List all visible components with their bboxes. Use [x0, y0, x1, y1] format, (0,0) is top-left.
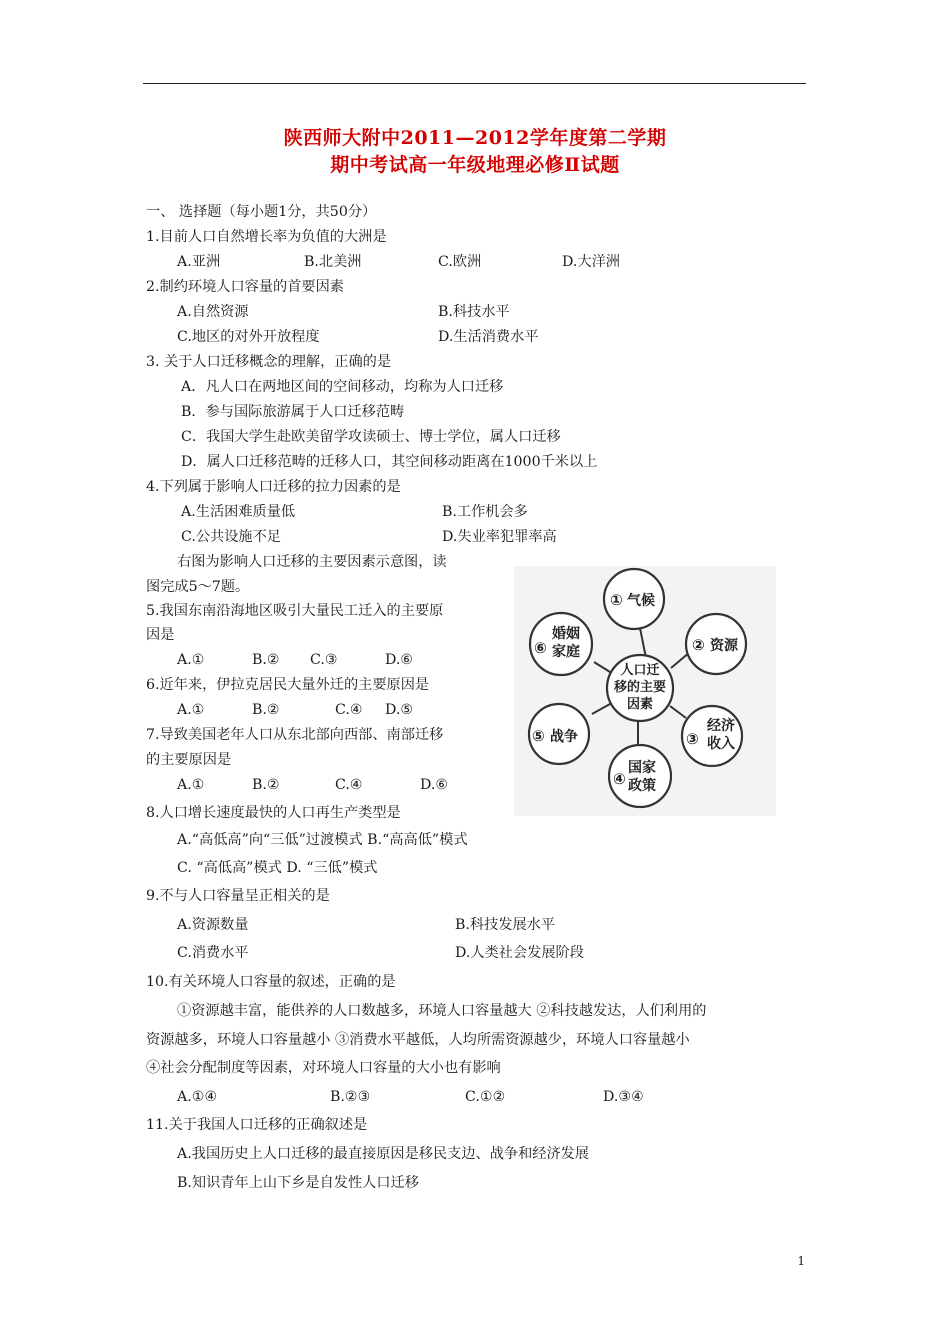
q1-stem: 1.目前人口自然增长率为负值的大洲是	[146, 229, 387, 245]
q9-option-c: C.消费水平	[177, 945, 249, 961]
intro-line-1: 右图为影响人口迁移的主要因素示意图，读	[177, 554, 447, 570]
migration-factors-diagram	[514, 566, 776, 816]
center-label-3: 因素	[626, 697, 654, 712]
node-4-label-2: 政策	[628, 778, 656, 794]
q10-body-line-1: ①资源越丰富，能供养的人口数越多，环境人口容量越大 ②科技越发达，人们利用的	[177, 1003, 707, 1019]
title-line-2: 期中考试高一年级地理必修Ⅱ试题	[330, 154, 620, 176]
q7-option-a: A.①	[177, 777, 205, 793]
node-1-number: ①	[610, 591, 623, 609]
q4-option-a: A.生活困难质量低	[181, 504, 296, 520]
q4-stem: 4.下列属于影响人口迁移的拉力因素的是	[146, 479, 401, 495]
q6-option-d: D.⑤	[385, 702, 414, 718]
q8-options-ab: A.“高低高”向“三低”过渡模式 B.“高高低”模式	[177, 832, 468, 848]
node-3-number: ③	[686, 730, 699, 748]
q6-option-c: C.④	[335, 702, 363, 718]
q5-stem-line-2: 因是	[146, 627, 175, 643]
node-4-number: ④	[613, 770, 626, 788]
node-3-label-2: 收入	[707, 736, 735, 752]
q6-option-b: B.②	[252, 702, 280, 718]
q3-option-c: C．我国大学生赴欧美留学攻读硕士、博士学位，属人口迁移	[181, 429, 561, 445]
q9-option-d: D.人类社会发展阶段	[455, 945, 584, 961]
q3-option-b: B．参与国际旅游属于人口迁移范畴	[181, 404, 405, 420]
q7-stem-line-2: 的主要原因是	[146, 752, 232, 768]
title-line-1: 陕西师大附中2011—2012学年度第二学期	[283, 127, 667, 149]
q2-stem: 2.制约环境人口容量的首要因素	[146, 279, 344, 295]
q9-option-b: B.科技发展水平	[455, 917, 556, 933]
q5-option-a: A.①	[177, 652, 205, 668]
q7-option-c: C.④	[335, 777, 363, 793]
section-heading: 一、 选择题（每小题1分，共50分）	[146, 204, 377, 220]
center-label-2: 移的主要	[613, 680, 667, 695]
q7-stem-line-1: 7.导致美国老年人口从东北部向西部、南部迁移	[146, 727, 444, 743]
node-1-label: 气候	[627, 593, 655, 609]
q4-option-b: B.工作机会多	[442, 504, 528, 520]
q6-stem: 6.近年来，伊拉克居民大量外迁的主要原因是	[146, 677, 430, 693]
q7-option-b: B.②	[252, 777, 280, 793]
q5-option-c: C.③	[310, 652, 338, 668]
q8-options-cd: C. “高低高”模式 D. “三低”模式	[177, 860, 378, 876]
q1-option-b: B.北美洲	[304, 254, 362, 270]
q10-stem: 10.有关环境人口容量的叙述，正确的是	[146, 974, 396, 990]
q11-option-a: A.我国历史上人口迁移的最直接原因是移民支边、战争和经济发展	[177, 1146, 590, 1162]
q2-option-c: C.地区的对外开放程度	[177, 329, 320, 345]
q9-option-a: A.资源数量	[177, 917, 249, 933]
node-5-number: ⑤	[532, 727, 545, 745]
q5-option-b: B.②	[252, 652, 280, 668]
page-number: 1	[797, 1254, 805, 1268]
intro-line-2: 图完成5～7题。	[146, 579, 250, 595]
node-6-number: ⑥	[534, 639, 547, 657]
q3-stem: 3. 关于人口迁移概念的理解，正确的是	[146, 354, 392, 370]
q10-option-c: C.①②	[465, 1089, 506, 1105]
q3-option-a: A．凡人口在两地区间的空间移动，均称为人口迁移	[181, 379, 504, 395]
q11-option-b: B.知识青年上山下乡是自发性人口迁移	[177, 1175, 419, 1191]
q8-stem: 8.人口增长速度最快的人口再生产类型是	[146, 805, 401, 821]
node-5-label: 战争	[550, 729, 578, 745]
q10-option-b: B.②③	[330, 1089, 371, 1105]
node-4-label-1: 国家	[628, 760, 656, 776]
q1-option-c: C.欧洲	[438, 254, 482, 270]
q10-option-a: A.①④	[177, 1089, 218, 1105]
q2-option-a: A.自然资源	[177, 304, 249, 320]
q4-option-d: D.失业率犯罪率高	[442, 529, 557, 545]
q2-option-b: B.科技水平	[438, 304, 510, 320]
q3-option-d: D．属人口迁移范畴的迁移人口，其空间移动距离在1000千米以上	[181, 454, 598, 470]
q5-stem-line-1: 5.我国东南沿海地区吸引大量民工迁入的主要原	[146, 603, 444, 619]
node-3-label-1: 经济	[707, 718, 735, 734]
node-2-number: ②	[692, 636, 705, 654]
q10-option-d: D.③④	[603, 1089, 644, 1105]
q6-option-a: A.①	[177, 702, 205, 718]
node-6-label-2: 家庭	[552, 644, 580, 660]
node-2-label: 资源	[710, 638, 738, 654]
q11-stem: 11.关于我国人口迁移的正确叙述是	[146, 1117, 368, 1133]
node-6-label-1: 婚姻	[552, 626, 580, 642]
q10-body-line-2: 资源越多，环境人口容量越小 ③消费水平越低，人均所需资源越少，环境人口容量越小	[146, 1032, 690, 1048]
q7-option-d: D.⑥	[420, 777, 449, 793]
q5-option-d: D.⑥	[385, 652, 414, 668]
center-label-1: 人口迁	[620, 663, 660, 678]
header-rule	[143, 83, 806, 84]
q1-option-d: D.大洋洲	[562, 254, 620, 270]
q9-stem: 9.不与人口容量呈正相关的是	[146, 888, 330, 904]
q1-option-a: A.亚洲	[177, 254, 221, 270]
q2-option-d: D.生活消费水平	[438, 329, 539, 345]
q4-option-c: C.公共设施不足	[181, 529, 281, 545]
q10-body-line-3: ④社会分配制度等因素，对环境人口容量的大小也有影响	[146, 1060, 501, 1076]
